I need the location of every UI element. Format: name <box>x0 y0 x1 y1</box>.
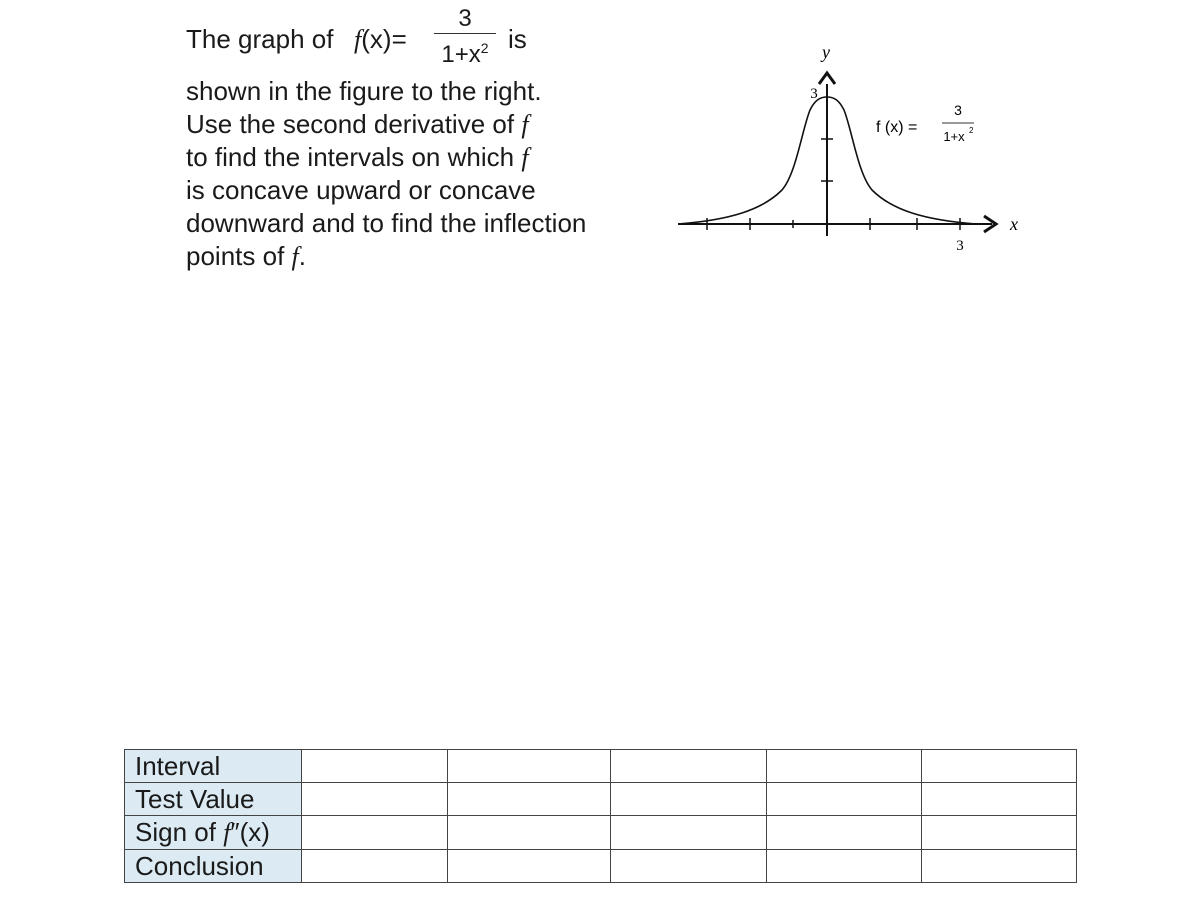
table-cell[interactable] <box>302 783 448 816</box>
table-cell[interactable] <box>302 816 448 850</box>
table-cell[interactable] <box>302 850 448 883</box>
fraction-denominator: $1+x^2$ <box>441 40 489 68</box>
function-label: f(x)= <box>354 24 407 54</box>
equation-denominator: 1+x <box>943 129 965 144</box>
table-row-interval <box>125 750 1077 783</box>
header-test-value: Test Value <box>125 783 302 816</box>
problem-line-3: to find the intervals on which f <box>186 142 529 172</box>
header-conclusion: Conclusion <box>125 850 302 883</box>
table-row-sign <box>125 816 1077 850</box>
is-word: is <box>508 24 527 54</box>
table-cell[interactable] <box>922 816 1077 850</box>
header-sign: Sign of f″(x) <box>125 816 302 850</box>
equation-label: f (x) = <box>876 119 918 136</box>
table-cell[interactable] <box>448 783 611 816</box>
table-cell[interactable] <box>767 783 922 816</box>
y-axis-arrow <box>819 73 835 84</box>
table-cell[interactable] <box>611 783 767 816</box>
table-row-test-value <box>125 783 1077 816</box>
problem-line-2: Use the second derivative of f <box>186 109 529 139</box>
intro-text: The graph of <box>186 24 334 54</box>
table-cell[interactable] <box>922 750 1077 783</box>
table-cell[interactable] <box>611 850 767 883</box>
table-cell[interactable] <box>448 816 611 850</box>
problem-line-1: shown in the figure to the right. <box>186 76 542 106</box>
table-cell[interactable] <box>767 816 922 850</box>
f-symbol: f <box>521 143 529 172</box>
problem-line-4: is concave upward or concave <box>186 175 536 205</box>
function-graph <box>670 40 1040 270</box>
function-fraction <box>434 6 496 67</box>
header-interval: Interval <box>125 750 302 783</box>
y-axis-label: y <box>822 42 830 62</box>
table-cell[interactable] <box>448 750 611 783</box>
table-cell[interactable] <box>922 850 1077 883</box>
sign-chart-table <box>124 749 1077 883</box>
x-axis-label: x <box>1010 214 1018 234</box>
table-cell[interactable] <box>767 750 922 783</box>
table-row-conclusion <box>125 850 1077 883</box>
table-cell[interactable] <box>302 750 448 783</box>
fraction-numerator: 3 <box>458 5 472 32</box>
equation-numerator: 3 <box>954 102 962 118</box>
table-cell[interactable] <box>767 850 922 883</box>
f-symbol: f <box>521 110 529 139</box>
table-cell[interactable] <box>922 783 1077 816</box>
equation-exponent: 2 <box>969 126 974 135</box>
table-cell[interactable] <box>611 750 767 783</box>
x-tick-label: 3 <box>956 238 964 254</box>
table-cell[interactable] <box>611 816 767 850</box>
problem-line-6: points of f. <box>186 241 306 271</box>
fraction-bar <box>434 33 496 34</box>
problem-line-5: downward and to find the inflection <box>186 208 587 238</box>
y-tick-label: 3 <box>810 86 818 102</box>
f-symbol: f <box>291 242 299 271</box>
table-cell[interactable] <box>448 850 611 883</box>
